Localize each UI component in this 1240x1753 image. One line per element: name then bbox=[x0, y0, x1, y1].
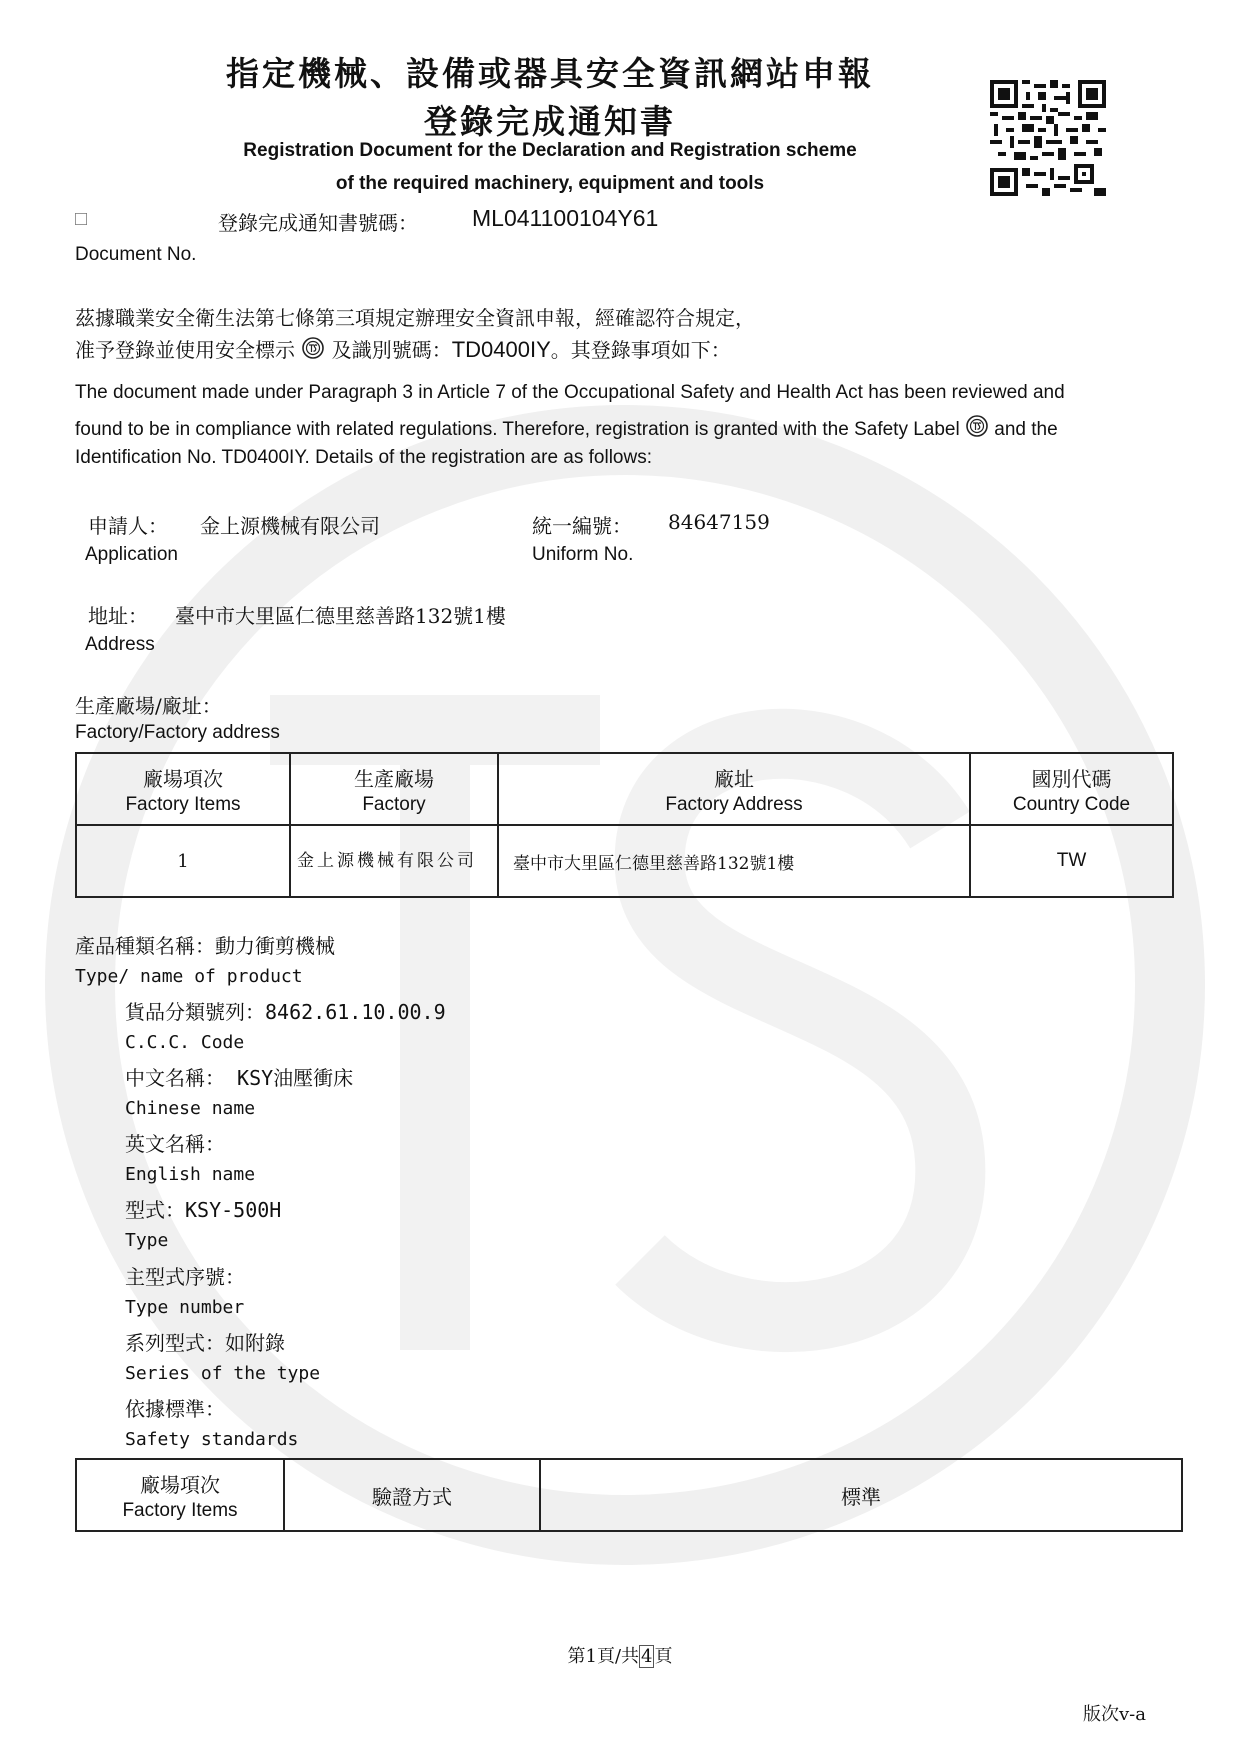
standards-table-header-row bbox=[76, 1459, 1182, 1531]
standards-label-en: Safety standards bbox=[125, 1429, 299, 1450]
ccc-code-value: 8462.61.10.00.9 bbox=[265, 1000, 446, 1024]
applicant-value: 金上源機械有限公司 bbox=[200, 514, 380, 538]
series-value: 如附錄 bbox=[225, 1331, 285, 1355]
document-title-line1: 指定機械、設備或器具安全資訊網站申報 bbox=[226, 54, 874, 93]
statement-zh-line2-a: 准予登錄並使用安全標示 bbox=[75, 338, 295, 362]
uniform-no-label: 統一編號： bbox=[532, 514, 632, 538]
product-type-line bbox=[75, 930, 335, 959]
type-number-line bbox=[125, 1261, 245, 1290]
factory-name-cell: 金上源機械有限公司 bbox=[290, 825, 498, 897]
product-type-label: 產品種類名稱： bbox=[75, 934, 215, 958]
factory-table-header-row bbox=[76, 753, 1173, 825]
factory-section-label-en: Factory/Factory address bbox=[75, 722, 280, 743]
document-subtitle-line1: Registration Document for the Declaration and Registration scheme bbox=[243, 140, 857, 161]
uniform-no-value: 84647159 bbox=[668, 510, 770, 534]
standards-table bbox=[75, 1458, 1183, 1532]
statement-en-line3: Identification No. TD0400IY. Details of the registration are as follows: bbox=[75, 447, 652, 468]
type-label: 型式： bbox=[125, 1198, 185, 1222]
standards-table-header: 驗證方式 bbox=[284, 1459, 540, 1531]
safety-label-icon bbox=[301, 336, 325, 360]
series-label-en: Series of the type bbox=[125, 1363, 321, 1384]
document-subtitle-line2: of the required machinery, equipment and tools bbox=[335, 173, 765, 194]
series-line bbox=[125, 1327, 285, 1356]
type-number-label-en: Type number bbox=[125, 1297, 245, 1318]
version-label: 版次v-a bbox=[1083, 1704, 1146, 1725]
safety-label-icon-en bbox=[965, 414, 989, 438]
series-label: 系列型式： bbox=[125, 1331, 225, 1355]
page-current: 1 bbox=[585, 1646, 597, 1667]
page-label-a: 第 bbox=[567, 1646, 586, 1667]
country-code-cell: TW bbox=[970, 825, 1173, 897]
address-label-en: Address bbox=[85, 634, 155, 655]
standards-label: 依據標準： bbox=[125, 1397, 225, 1421]
statement-zh-line1: 茲據職業安全衛生法第七條第三項規定辦理安全資訊申報，經確認符合規定， bbox=[75, 306, 755, 330]
document-no-label-en: Document No. bbox=[75, 244, 197, 265]
statement-zh-line2-b: 及識別號碼： bbox=[331, 338, 452, 362]
address-value: 臺中市大里區仁德里慈善路132號1樓 bbox=[175, 604, 506, 628]
applicant-label: 申請人： bbox=[88, 514, 168, 538]
page-label-c: 頁 bbox=[654, 1646, 673, 1667]
type-label-en: Type bbox=[125, 1230, 169, 1251]
type-number-label: 主型式序號： bbox=[125, 1265, 245, 1289]
product-type-value: 動力衝剪機械 bbox=[215, 934, 335, 958]
page-total: 4 bbox=[641, 1646, 653, 1667]
standards-table-header: 廠場項次 Factory Items bbox=[76, 1459, 284, 1531]
type-line bbox=[125, 1194, 281, 1223]
factory-section-label: 生產廠場/廠址： bbox=[75, 694, 222, 718]
statement-en-line2-a: found to be in compliance with related regulations. Therefore, registration is granted with the Safety Label bbox=[75, 419, 960, 440]
chinese-name-value: KSY油壓衝床 bbox=[225, 1066, 354, 1090]
statement-zh-line2 bbox=[75, 334, 731, 363]
chinese-name-line bbox=[125, 1062, 353, 1091]
document-title-line2: 登錄完成通知書 bbox=[424, 102, 676, 141]
factory-table-header: 生產廠場 Factory bbox=[290, 753, 498, 825]
standards-table-header: 標準 bbox=[540, 1459, 1182, 1531]
statement-en-line2 bbox=[75, 414, 1058, 441]
page-indicator bbox=[0, 1642, 1240, 1668]
statement-zh-line2-c: 。其登錄事項如下： bbox=[550, 338, 731, 362]
ccc-code-label: 貨品分類號列： bbox=[125, 1000, 265, 1024]
uniform-no-label-en: Uniform No. bbox=[532, 544, 634, 565]
product-type-label-en: Type/ name of product bbox=[75, 966, 303, 987]
ccc-code-line bbox=[125, 996, 446, 1025]
english-name-label-en: English name bbox=[125, 1164, 256, 1185]
address-label: 地址： bbox=[88, 604, 148, 628]
factory-address-cell: 臺中市大里區仁德里慈善路132號1樓 bbox=[498, 825, 970, 897]
factory-table-header: 廠場項次 Factory Items bbox=[76, 753, 290, 825]
statement-en-line1: The document made under Paragraph 3 in Article 7 of the Occupational Safety and Health Act has been reviewed and bbox=[75, 382, 1065, 403]
factory-table bbox=[75, 752, 1174, 898]
table-row bbox=[76, 825, 1173, 897]
english-name-label: 英文名稱： bbox=[125, 1132, 225, 1156]
type-value: KSY-500H bbox=[185, 1198, 282, 1222]
factory-item-cell: 1 bbox=[76, 825, 290, 897]
factory-table-header: 國別代碼 Country Code bbox=[970, 753, 1173, 825]
checkbox-glyph: □ bbox=[75, 208, 88, 230]
document-no-label: 登錄完成通知書號碼： bbox=[218, 211, 418, 235]
applicant-label-en: Application bbox=[85, 544, 178, 565]
qr-code-icon bbox=[990, 80, 1106, 196]
standards-line bbox=[125, 1393, 225, 1422]
chinese-name-label-en: Chinese name bbox=[125, 1098, 256, 1119]
statement-zh-id: TD0400IY bbox=[451, 337, 551, 362]
page-label-b: 頁/共 bbox=[596, 1646, 640, 1667]
english-name-line bbox=[125, 1128, 225, 1157]
document-no-value: ML041100104Y61 bbox=[472, 205, 659, 231]
factory-table-header: 廠址 Factory Address bbox=[498, 753, 970, 825]
statement-en-line2-b: and the bbox=[994, 419, 1058, 440]
ccc-code-label-en: C.C.C. Code bbox=[125, 1032, 245, 1053]
chinese-name-label: 中文名稱： bbox=[125, 1066, 225, 1090]
